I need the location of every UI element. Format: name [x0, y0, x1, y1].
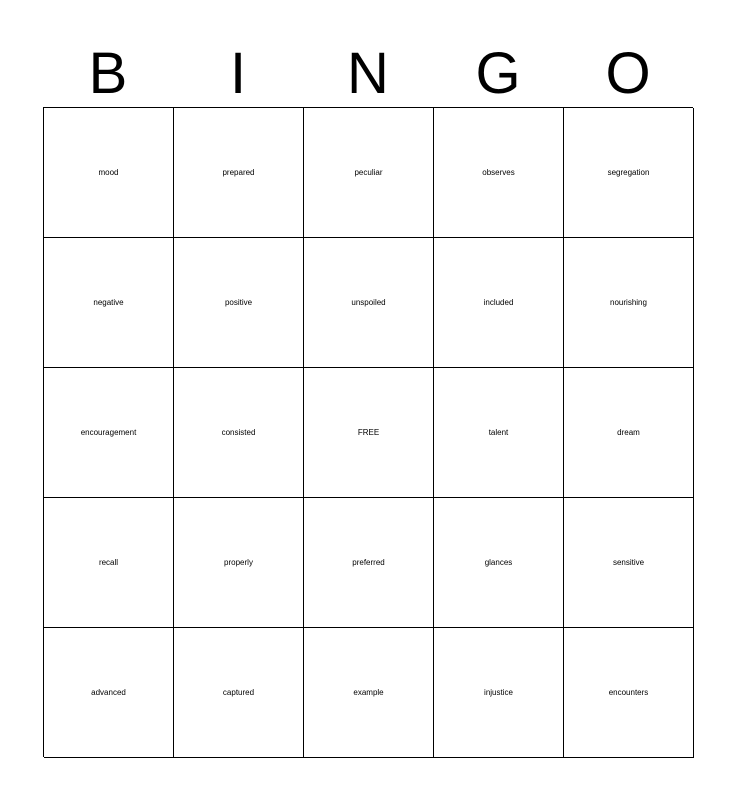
- bingo-cell: segregation: [564, 108, 694, 238]
- bingo-cell: nourishing: [564, 238, 694, 368]
- header-letter-b: B: [88, 41, 128, 106]
- bingo-cell: peculiar: [304, 108, 434, 238]
- bingo-cell: recall: [44, 498, 174, 628]
- bingo-cell: unspoiled: [304, 238, 434, 368]
- bingo-cell: consisted: [174, 368, 304, 498]
- bingo-cell: mood: [44, 108, 174, 238]
- bingo-cell: injustice: [434, 628, 564, 758]
- free-space: FREE: [304, 368, 434, 498]
- bingo-cell: preferred: [304, 498, 434, 628]
- bingo-cell: properly: [174, 498, 304, 628]
- header-letter-g: G: [475, 41, 521, 106]
- header-letter-o: O: [605, 41, 651, 106]
- bingo-cell: encounters: [564, 628, 694, 758]
- bingo-header: [43, 40, 693, 108]
- bingo-cell: dream: [564, 368, 694, 498]
- bingo-cell: included: [434, 238, 564, 368]
- bingo-cell: example: [304, 628, 434, 758]
- header-letter-n: N: [347, 41, 389, 106]
- bingo-cell: negative: [44, 238, 174, 368]
- bingo-cell: prepared: [174, 108, 304, 238]
- bingo-cell: talent: [434, 368, 564, 498]
- bingo-cell: positive: [174, 238, 304, 368]
- header-letter-i: I: [229, 41, 247, 106]
- bingo-cell: encouragement: [44, 368, 174, 498]
- bingo-cell: captured: [174, 628, 304, 758]
- bingo-cell: glances: [434, 498, 564, 628]
- bingo-cell: advanced: [44, 628, 174, 758]
- bingo-cell: observes: [434, 108, 564, 238]
- bingo-cell: sensitive: [564, 498, 694, 628]
- bingo-board: [43, 107, 693, 757]
